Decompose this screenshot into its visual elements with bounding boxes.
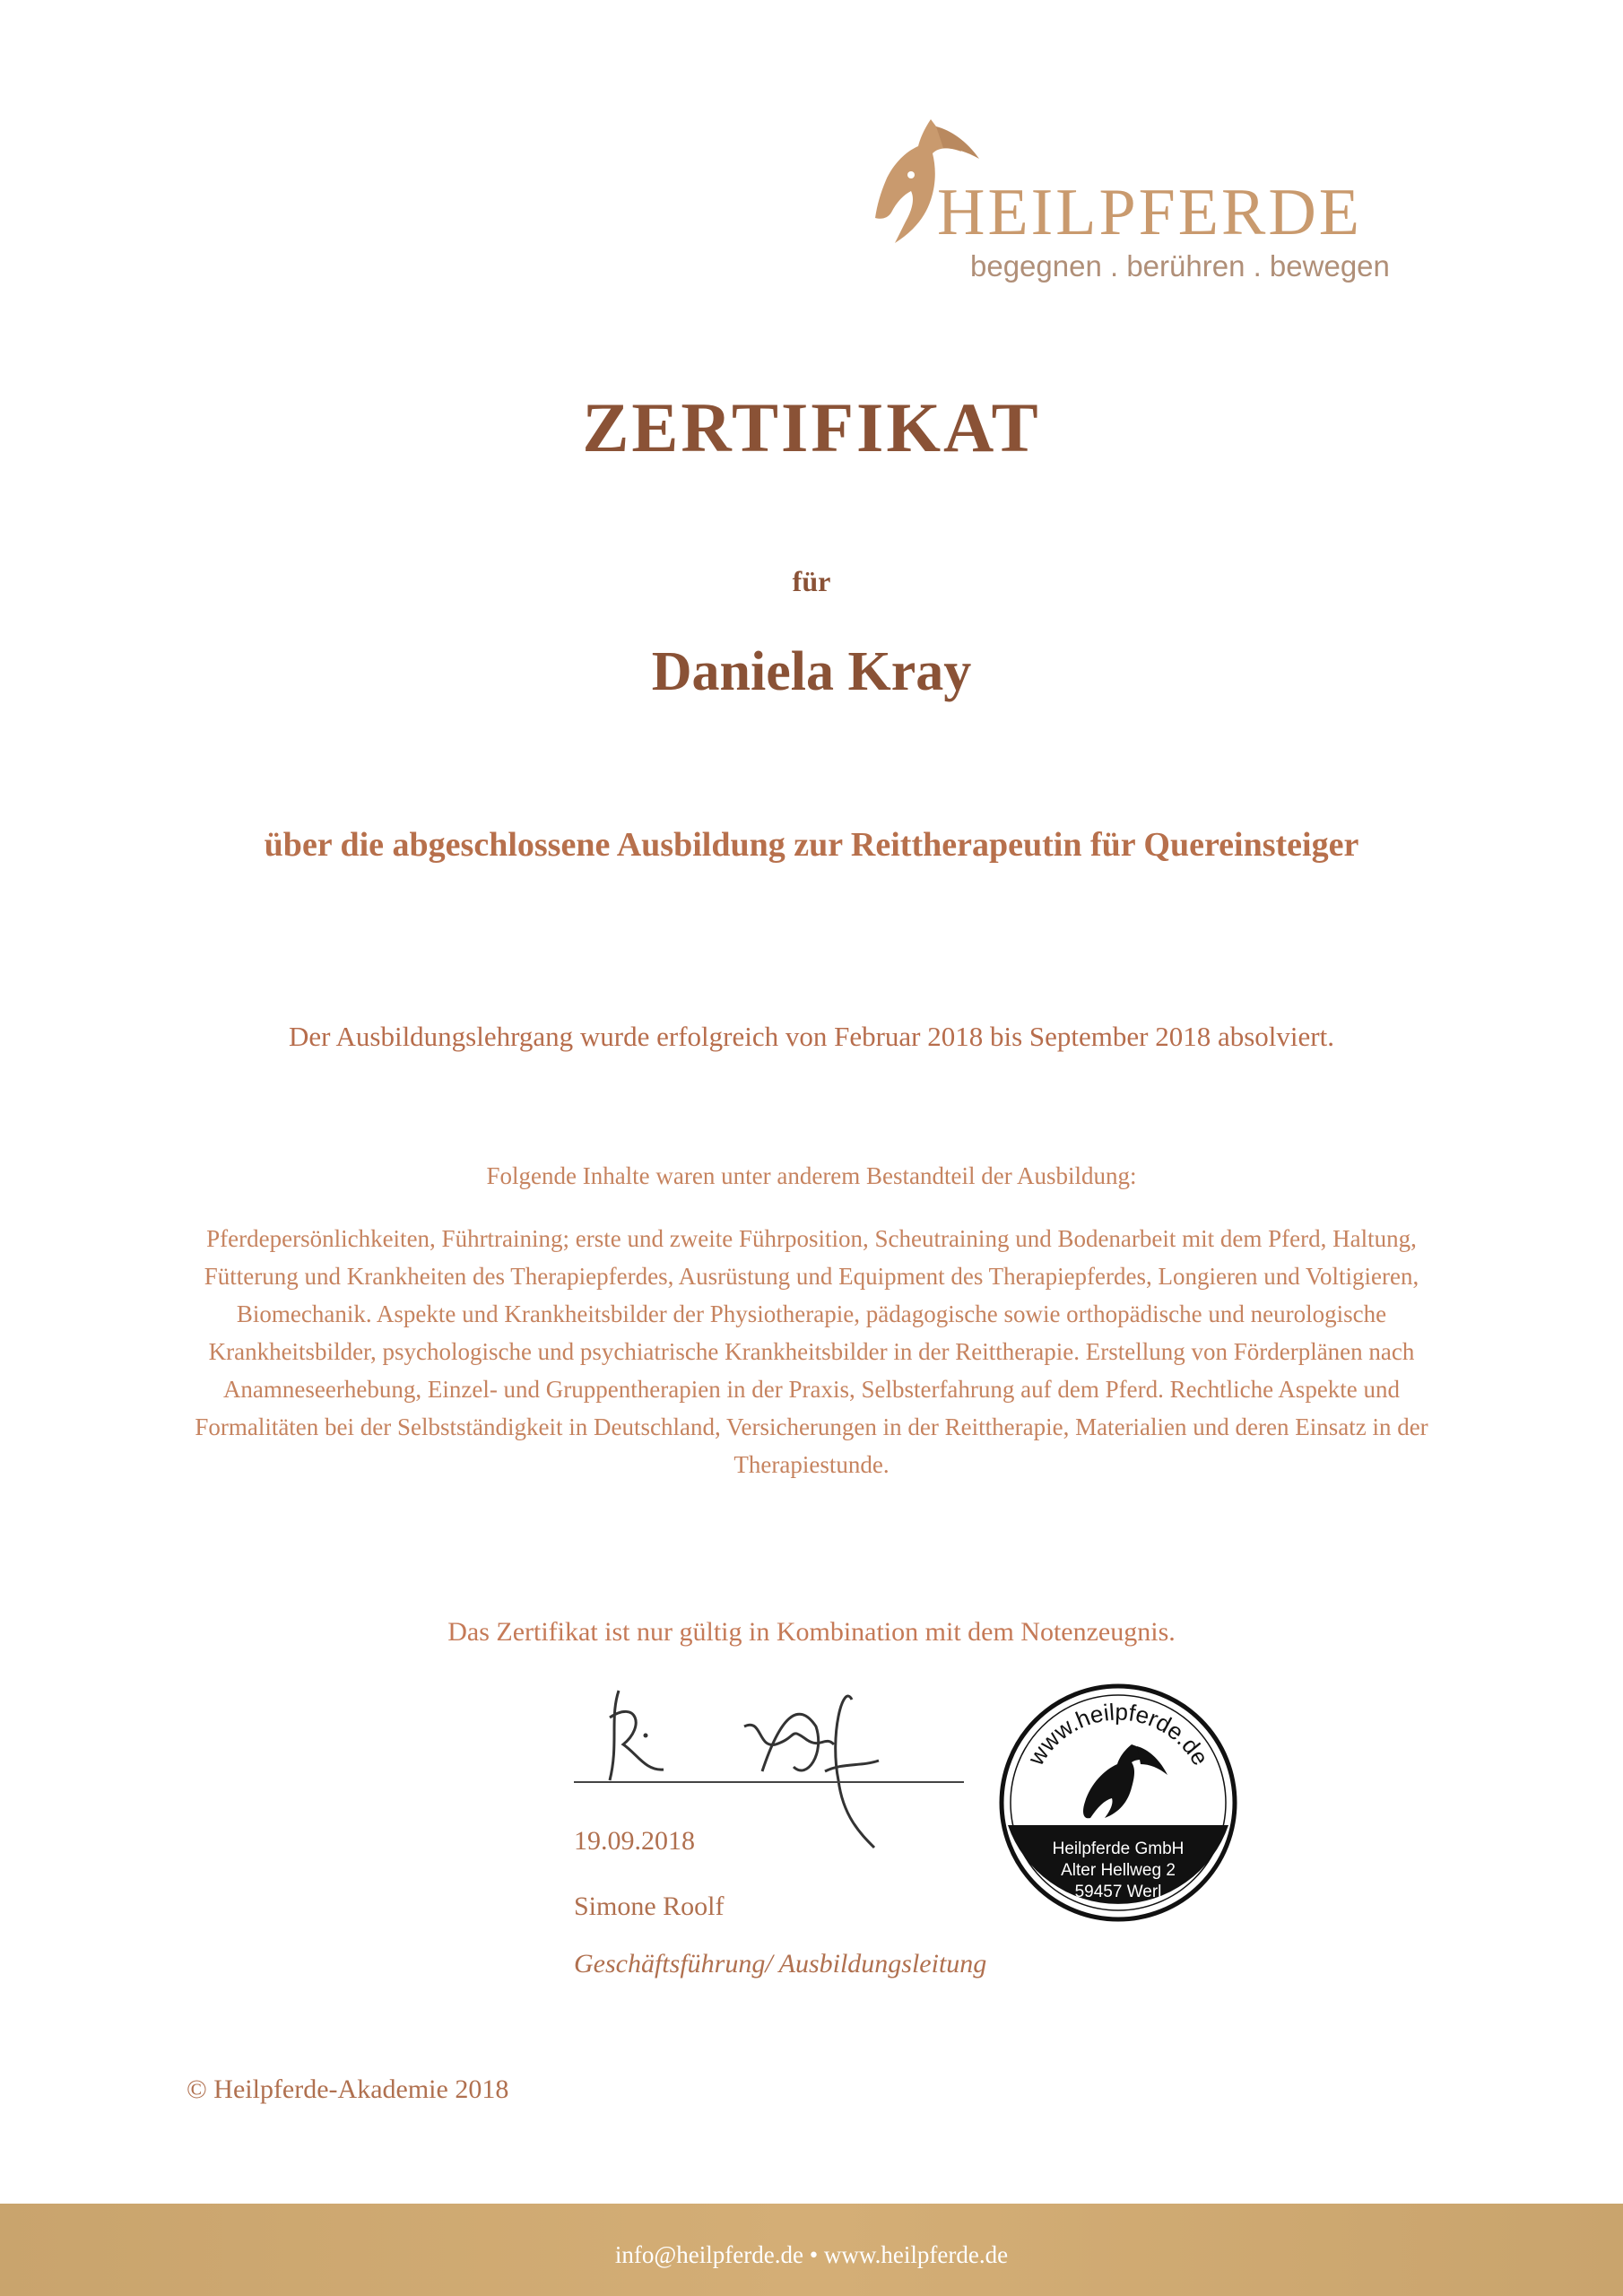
for-label: für <box>792 565 831 597</box>
course-contents: Pferdepersönlichkeiten, Führtraining; erste und zweite Führposition, Scheutraining und Bodenarbeit mit dem Pferd, Haltung, Fütterung und Krankheiten des Therapiepferdes, Ausrüstung und Equipment des Therapiepferdes, Longieren und Voltigieren, Biomechanik. Aspekte und Krankheitsbilder der Physiotherapie, pädagogische sowie orthopädische und neurologische Krankheitsbilder, psychologische und psychiatrische Krankheitsbilder in der Reittherapie. Erstellung von Förderplänen nach Anamneseerhebung, Einzel- und Gruppentherapien in der Praxis, Selbsterfahrung auf dem Pferd. Rechtliche Aspekte und Formalitäten bei der Selbstständigkeit in Deutschland, Versicherungen in der Reittherapie, Materialien und deren Einsatz in der Therapiestunde. <box>195 1225 1428 1478</box>
brand-title: HEILPFERDE <box>937 176 1362 249</box>
recipient-name: Daniela Kray <box>651 641 972 702</box>
certificate-title: ZERTIFIKAT <box>582 388 1041 466</box>
signature-line <box>574 1781 964 1783</box>
footer-contact: info@heilpferde.de • www.heilpferde.de <box>614 2241 1009 2268</box>
brand-slogan: begegnen . berühren . bewegen <box>970 249 1390 283</box>
contents-intro: Folgende Inhalte waren unter anderem Bestandteil der Ausbildung: <box>486 1162 1137 1189</box>
signer-name: Simone Roolf <box>574 1892 725 1921</box>
company-stamp <box>997 1682 1239 1924</box>
stamp-line-2: Alter Hellweg 2 <box>1061 1861 1176 1880</box>
course-description: über die abgeschlossene Ausbildung zur Reittherapeutin für Quereinsteiger <box>264 826 1359 864</box>
signature-date: 19.09.2018 <box>574 1826 695 1856</box>
copyright-notice: © Heilpferde-Akademie 2018 <box>187 2074 509 2104</box>
completion-statement: Der Ausbildungslehrgang wurde erfolgreich von Februar 2018 bis September 2018 absolviert. <box>289 1021 1334 1052</box>
validity-note: Das Zertifikat ist nur gültig in Kombination mit dem Notenzeugnis. <box>447 1617 1176 1647</box>
stamp-line-1: Heilpferde GmbH <box>1052 1839 1185 1858</box>
stamp-line-3: 59457 Werl <box>1074 1883 1162 1901</box>
stamp-url: www.heilpferde.de <box>1022 1698 1215 1770</box>
signer-role: Geschäftsführung/ Ausbildungsleitung <box>574 1949 987 1979</box>
